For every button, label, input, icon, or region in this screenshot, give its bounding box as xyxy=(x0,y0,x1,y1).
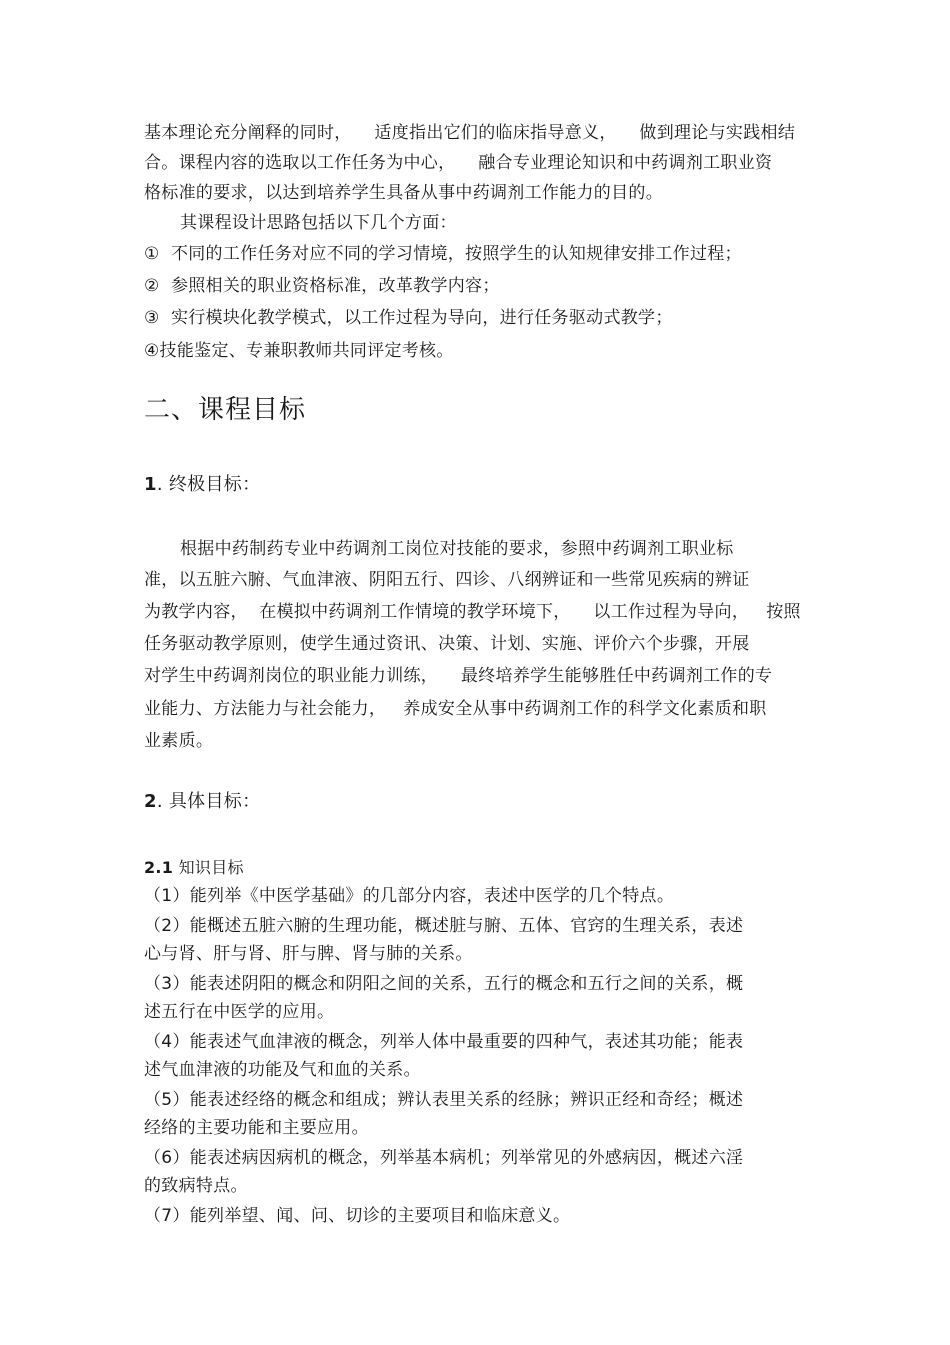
knowledge-goal-heading xyxy=(144,857,244,879)
specific-goal-heading xyxy=(144,790,260,814)
knowledge-line: 心与肾、肝与肾、肝与脾、肾与肺的关系。 xyxy=(144,944,473,964)
design-point: ① 不同的工作任务对应不同的学习情境，按照学生的认知规律安排工作过程； xyxy=(144,244,742,264)
heading-number: 2.1 xyxy=(144,858,174,877)
heading-text: 知识目标 xyxy=(173,858,244,877)
knowledge-line: （1）能列举《中医学基础》的几部分内容，表述中医学的几个特点。 xyxy=(144,886,675,906)
heading-text: . 终极目标： xyxy=(156,474,261,495)
heading-number: 1 xyxy=(144,474,157,495)
ultimate-line: 业能力、方法能力与社会能力， 养成安全从事中药调剂工作的科学文化素质和职 xyxy=(144,699,767,719)
design-point: ④技能鉴定、专兼职教师共同评定考核。 xyxy=(144,341,454,361)
knowledge-line: （7）能列举望、闻、问、切诊的主要项目和临床意义。 xyxy=(144,1206,571,1226)
design-point: ③ 实行模块化教学模式，以工作过程为导向，进行任务驱动式教学； xyxy=(144,308,673,328)
knowledge-line: 经络的主要功能和主要应用。 xyxy=(144,1118,369,1138)
ultimate-line: 准，以五脏六腑、气血津液、阴阳五行、四诊、八纲辨证和一些常见疾病的辨证 xyxy=(144,570,750,590)
ultimate-line: 对学生中药调剂岗位的职业能力训练， 最终培养学生能够胜任中药调剂工作的专 xyxy=(144,666,773,686)
intro-line: 格标准的要求，以达到培养学生具备从事中药调剂工作能力的目的。 xyxy=(144,183,663,203)
ultimate-line: 任务驱动教学原则，使学生通过资讯、决策、计划、实施、评价六个步骤，开展 xyxy=(144,634,750,654)
ultimate-line: 业素质。 xyxy=(144,731,214,751)
ultimate-line: 根据中药制药专业中药调剂工岗位对技能的要求，参照中药调剂工职业标 xyxy=(180,539,734,559)
knowledge-line: （3）能表述阴阳的概念和阴阳之间的关系，五行的概念和五行之间的关系，概 xyxy=(144,974,744,994)
intro-line: 基本理论充分阐释的同时， 适度指出它们的临床指导意义， 做到理论与实践相结 xyxy=(144,123,796,143)
ultimate-line: 为教学内容， 在模拟中药调剂工作情境的教学环境下， 以工作过程为导向， 按照 xyxy=(144,602,801,622)
knowledge-line: （5）能表述经络的概念和组成；辨认表里关系的经脉；辨识正经和奇经；概述 xyxy=(144,1090,744,1110)
design-point: ② 参照相关的职业资格标准，改革教学内容； xyxy=(144,276,500,296)
section-title: 二、课程目标 xyxy=(144,395,307,425)
design-lead: 其课程设计思路包括以下几个方面： xyxy=(180,213,457,233)
intro-line: 合。课程内容的选取以工作任务为中心， 融合专业理论知识和中药调剂工职业资 xyxy=(144,153,773,173)
knowledge-line: （4）能表述气血津液的概念，列举人体中最重要的四种气，表述其功能；能表 xyxy=(144,1032,744,1052)
heading-number: 2 xyxy=(144,791,157,812)
knowledge-line: 的致病特点。 xyxy=(144,1176,248,1196)
ultimate-goal-heading xyxy=(144,473,260,497)
knowledge-line: 述五行在中医学的应用。 xyxy=(144,1002,335,1022)
knowledge-line: 述气血津液的功能及气和血的关系。 xyxy=(144,1060,421,1080)
knowledge-line: （2）能概述五脏六腑的生理功能，概述脏与腑、五体、官窍的生理关系，表述 xyxy=(144,916,744,936)
heading-text: . 具体目标： xyxy=(156,791,261,812)
knowledge-line: （6）能表述病因病机的概念，列举基本病机；列举常见的外感病因，概述六淫 xyxy=(144,1148,744,1168)
